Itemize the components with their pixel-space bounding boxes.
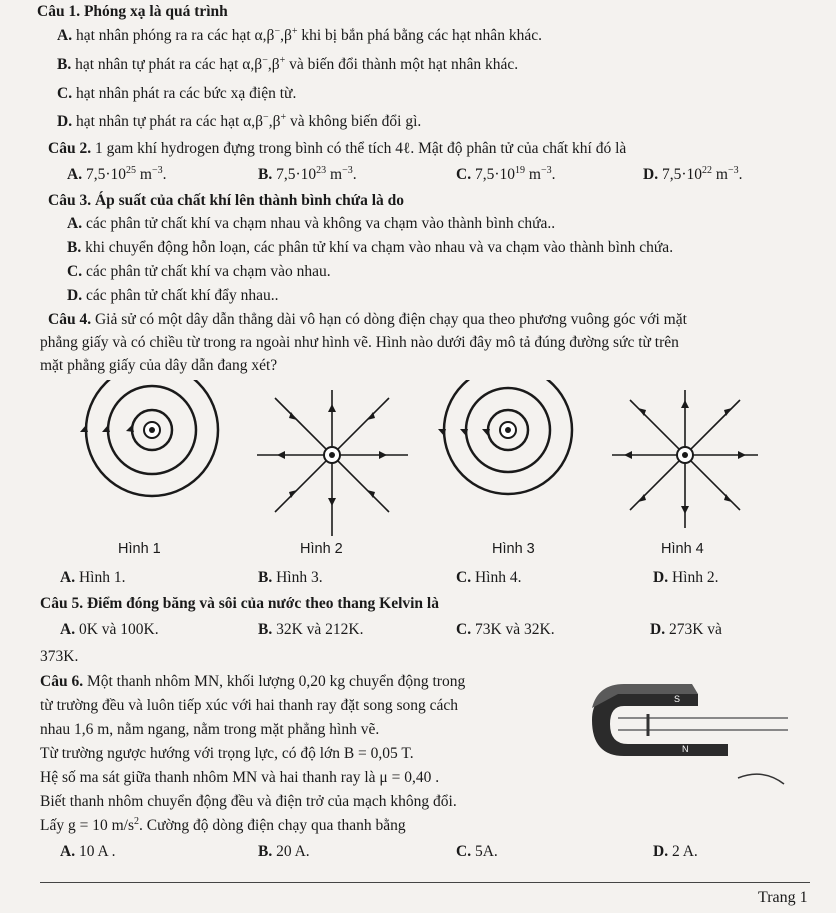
option-text: .	[352, 166, 357, 183]
option-text: ,β	[280, 27, 292, 44]
q3-option-c[interactable]	[67, 262, 331, 282]
question-text: 1 gam khí hydrogen đựng trong bình có thể tích 4ℓ. Mật độ phân tử của chất khí đó là	[91, 140, 627, 157]
option-text: khi chuyển động hỗn loạn, các phân tử khí va chạm vào nhau và va chạm vào thành bình chứa.	[85, 239, 674, 256]
wire-dot-icon	[329, 452, 335, 458]
superscript: −3	[727, 165, 739, 176]
q1-stem: Câu 1. Phóng xạ là quá trình	[37, 3, 228, 20]
wire-dot-icon	[682, 452, 688, 458]
figure-1	[64, 380, 254, 540]
q6-line5: Hệ số ma sát giữa thanh nhôm MN và hai thanh ray là μ = 0,40 .	[40, 769, 440, 786]
superscript: +	[279, 55, 286, 66]
option-text: hạt nhân tự phát ra các hạt α,β	[75, 113, 264, 130]
arrow-icon	[624, 451, 632, 459]
magnet-pole-n: N	[682, 744, 689, 754]
unit: m	[139, 166, 152, 183]
q6-option-b[interactable]	[258, 842, 310, 862]
option-letter: D.	[650, 621, 666, 638]
unit: m	[715, 166, 728, 183]
wire-dot-icon	[149, 427, 155, 433]
wire-dot-icon	[505, 427, 511, 433]
option-text: 73K và 32K.	[474, 621, 555, 638]
q3-stem: Câu 3. Áp suất của chất khí lên thành bình chứa là do	[48, 192, 405, 209]
option-letter: A.	[67, 166, 83, 183]
q4-stem-line3: mặt phẳng giấy của dây dẫn đang xét?	[40, 357, 278, 374]
option-letter: C.	[456, 621, 472, 638]
q5-option-a[interactable]	[60, 620, 159, 640]
option-text: hạt nhân phát ra các bức xạ điện từ.	[75, 85, 297, 102]
option-text: 7,5·10	[85, 166, 126, 183]
option-letter: C.	[67, 263, 83, 280]
superscript: −	[262, 55, 268, 66]
option-text: Hình 4.	[474, 569, 522, 586]
option-letter: B.	[258, 843, 273, 860]
q6-line4: Từ trường ngược hướng với trọng lực, có độ lớn B = 0,05 T.	[40, 745, 414, 762]
q5-option-b[interactable]	[258, 620, 364, 640]
question-number: Câu 5.	[40, 595, 84, 612]
figure-3	[428, 380, 598, 540]
option-text: 7,5·10	[474, 166, 515, 183]
option-letter: D.	[57, 113, 73, 130]
option-text: Hình 1.	[78, 569, 126, 586]
magnet-pole-s: S	[674, 694, 681, 704]
option-text: 20 A.	[276, 843, 310, 860]
option-letter: D.	[643, 166, 659, 183]
q1-option-d[interactable]	[57, 112, 421, 132]
q4-stem-line2: phẳng giấy và có chiều từ trong ra ngoài như hình vẽ. Hình nào dưới đây mô tả đúng đường sức từ trên	[40, 334, 679, 351]
option-text: khi bị bắn phá bằng các hạt nhân khác.	[297, 27, 542, 44]
q6-line6: Biết thanh nhôm chuyển động đều và điện trở của mạch không đổi.	[40, 793, 457, 810]
q6-option-c[interactable]	[456, 842, 498, 862]
option-text: các phân tử chất khí va chạm vào nhau.	[85, 263, 331, 280]
superscript: 25	[126, 165, 136, 176]
q4-option-d[interactable]	[653, 568, 718, 588]
rail-curve	[738, 774, 784, 784]
option-text: 10 A .	[78, 843, 116, 860]
option-text: 32K và 212K.	[276, 621, 364, 638]
superscript: −3	[540, 165, 552, 176]
arrow-icon	[328, 498, 336, 506]
q5-option-d[interactable]	[650, 620, 722, 640]
option-text: 5A.	[474, 843, 498, 860]
unit: m	[528, 166, 541, 183]
option-letter: B.	[57, 56, 72, 73]
superscript: −	[274, 26, 281, 37]
q2-option-c[interactable]	[456, 165, 555, 185]
q1-option-c[interactable]	[57, 84, 296, 104]
option-letter: A.	[57, 27, 73, 44]
q4-stem-line1	[48, 310, 687, 330]
figure-2	[255, 388, 410, 538]
option-text: 2 A.	[671, 843, 698, 860]
option-text: .	[551, 166, 556, 183]
q5-stem	[40, 594, 439, 614]
q4-option-b[interactable]	[258, 568, 323, 588]
q3-option-a[interactable]	[67, 214, 555, 234]
q6-line3: nhau 1,6 m, nằm ngang, nằm trong mặt phẳng hình vẽ.	[40, 721, 380, 738]
question-number: Câu 4.	[48, 311, 92, 328]
q6-option-a[interactable]	[60, 842, 116, 862]
question-number: Câu 6.	[40, 673, 84, 690]
option-letter: C.	[456, 843, 472, 860]
arrow-icon	[738, 451, 746, 459]
figure-3-caption: Hình 3	[492, 541, 535, 557]
option-text: 273K và	[668, 621, 722, 638]
option-text: 7,5·10	[276, 166, 317, 183]
option-letter: A.	[67, 215, 83, 232]
footer-divider	[40, 882, 810, 883]
question-text: Một thanh nhôm MN, khối lượng 0,20 kg chuyển động trong	[83, 673, 466, 690]
figure-2-caption: Hình 2	[300, 541, 343, 557]
option-letter: A.	[60, 843, 76, 860]
option-letter: D.	[653, 843, 669, 860]
option-text: và biến đổi thành một hạt nhân khác.	[285, 56, 519, 73]
superscript: 23	[316, 165, 327, 176]
q4-option-c[interactable]	[456, 568, 521, 588]
superscript: −3	[342, 165, 353, 176]
q5-option-d-continued: 373K.	[40, 648, 79, 665]
option-letter: B.	[67, 239, 82, 256]
option-text: các phân tử chất khí đẩy nhau..	[85, 287, 279, 304]
arrow-icon	[379, 451, 387, 459]
arrow-icon	[277, 451, 285, 459]
option-letter: B.	[258, 569, 273, 586]
q6-line1	[40, 672, 465, 692]
option-text: hạt nhân phóng ra ra các hạt α,β	[75, 27, 275, 44]
option-text: Hình 2.	[671, 569, 719, 586]
superscript: −3	[151, 165, 163, 176]
superscript: −	[263, 112, 269, 123]
arrow-icon	[681, 400, 689, 408]
option-letter: B.	[258, 166, 273, 183]
unit: m	[330, 166, 343, 183]
q6-option-d[interactable]	[653, 842, 698, 862]
option-letter: C.	[456, 166, 472, 183]
superscript: 19	[515, 165, 525, 176]
option-text: 0K và 100K.	[78, 621, 159, 638]
option-text: các phân tử chất khí va chạm nhau và không va chạm vào thành bình chứa..	[85, 215, 556, 232]
q1-option-b[interactable]	[57, 55, 518, 75]
magnet-rails-figure	[588, 680, 808, 792]
option-text: ,β	[267, 56, 280, 73]
option-text: và không biến đổi gì.	[286, 113, 422, 130]
option-letter: C.	[456, 569, 472, 586]
option-letter: A.	[60, 569, 76, 586]
superscript: 22	[702, 165, 712, 176]
question-text: Giả sử có một dây dẫn thẳng dài vô hạn có dòng điện chạy qua theo phương vuông góc với mặt	[91, 311, 687, 328]
figure-4-caption: Hình 4	[661, 541, 704, 557]
question-text: Lấy g = 10 m/s	[40, 817, 134, 834]
option-letter: A.	[60, 621, 76, 638]
question-number: Câu 2.	[48, 140, 92, 157]
magnet-body	[592, 694, 728, 756]
page-number: Trang 1	[758, 889, 808, 906]
superscript: 2	[133, 816, 139, 827]
superscript: +	[280, 112, 287, 123]
arrow-icon	[681, 506, 689, 514]
q2-option-d[interactable]	[643, 165, 742, 185]
figure-1-caption: Hình 1	[118, 541, 161, 557]
q4-option-a[interactable]	[60, 568, 125, 588]
option-text: hạt nhân tự phát ra các hạt α,β	[75, 56, 263, 73]
option-letter: D.	[653, 569, 669, 586]
option-text: .	[738, 166, 743, 183]
question-text: . Cường độ dòng điện chạy qua thanh bằng	[138, 817, 406, 834]
option-letter: D.	[67, 287, 83, 304]
q2-stem	[48, 139, 626, 159]
option-letter: C.	[57, 85, 73, 102]
option-text: ,β	[268, 113, 281, 130]
q6-line2: từ trường đều và luôn tiếp xúc với hai thanh ray đặt song song cách	[40, 697, 459, 714]
superscript: +	[291, 26, 298, 37]
q1-option-a[interactable]	[57, 26, 542, 46]
question-text: Điểm đóng băng và sôi của nước theo thang Kelvin là	[83, 595, 439, 612]
option-text: .	[162, 166, 167, 183]
q2-option-b[interactable]	[258, 165, 357, 185]
arrow-icon	[328, 404, 336, 412]
q3-option-d[interactable]	[67, 286, 279, 306]
q6-line7	[40, 816, 406, 836]
q3-option-b[interactable]	[67, 238, 673, 258]
option-letter: B.	[258, 621, 273, 638]
q5-option-c[interactable]	[456, 620, 555, 640]
q2-option-a[interactable]	[67, 165, 166, 185]
option-text: 7,5·10	[661, 166, 702, 183]
option-text: Hình 3.	[276, 569, 323, 586]
figure-4	[610, 388, 760, 538]
